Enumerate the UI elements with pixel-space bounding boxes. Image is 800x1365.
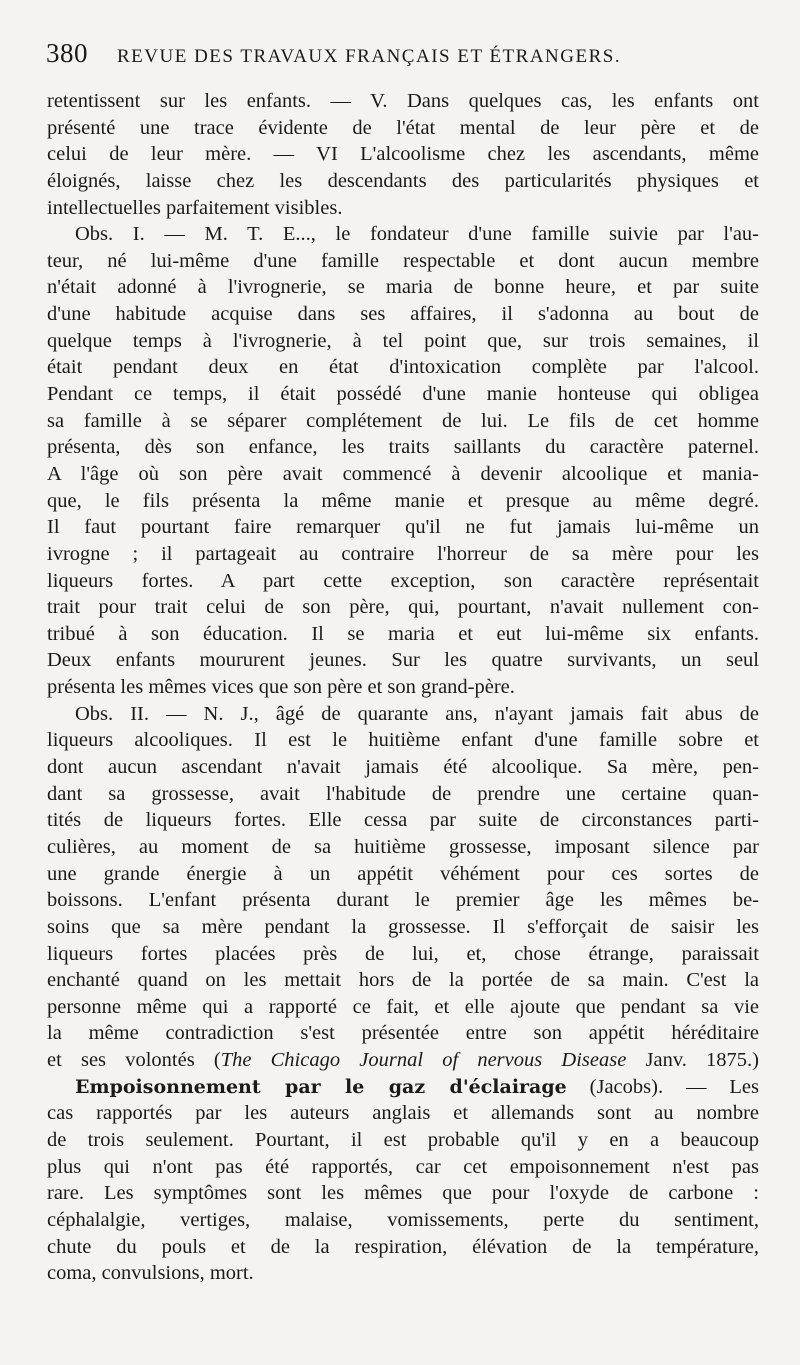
- text-line: présenta, dès son enfance, les traits saillants du caractère paternel.: [47, 436, 759, 459]
- text-line: chute du pouls et de la respiration, élévation de la température,: [47, 1235, 759, 1258]
- text-line: retentissent sur les enfants. — V. Dans quelques cas, les enfants ont: [47, 90, 759, 112]
- section-heading: Empoisonnement par le gaz d'éclairage: [75, 1075, 567, 1098]
- text-line: n'était adonné à l'ivrognerie, se maria de bonne heure, et par suite: [47, 276, 759, 299]
- section-heading-line: [47, 1074, 759, 1101]
- running-title: REVUE DES TRAVAUX FRANÇAIS ET ÉTRANGERS.: [117, 46, 622, 67]
- text-line: cas rapportés par les auteurs anglais et allemands sont au nombre: [47, 1102, 759, 1125]
- text-line: liqueurs fortes. A part cette exception, son caractère représentait: [47, 569, 759, 592]
- text-line: enchanté quand on les mettait hors de la portée de sa main. C'est la: [47, 969, 759, 992]
- text-line: Pendant ce temps, il était possédé d'une manie honteuse qui obligea: [47, 383, 759, 406]
- text-line: celui de leur mère. — VI L'alcoolisme chez les ascendants, même: [47, 143, 759, 166]
- text-line: céphalalgie, vertiges, malaise, vomissements, perte du sentiment,: [47, 1208, 759, 1231]
- text-line: personne même qui a rapporté ce fait, et elle ajoute que pendant sa vie: [47, 995, 759, 1018]
- text-line: dont aucun ascendant n'avait jamais été alcoolique. Sa mère, pen-: [47, 756, 759, 779]
- text-line: liqueurs fortes placées près de lui, et, chose étrange, paraissait: [47, 942, 759, 965]
- section-heading-rest: (Jacobs). — Les: [566, 1075, 759, 1098]
- text-line: Deux enfants moururent jeunes. Sur les quatre survivants, un seul: [47, 649, 759, 672]
- text-line: culières, au moment de sa huitième grossesse, imposant silence par: [47, 835, 759, 858]
- text-line: présenté une trace évidente de l'état mental de leur père et de: [47, 116, 759, 139]
- page-header: [46, 38, 766, 69]
- text-line: que, le fils présenta la même manie et presque au même degré.: [47, 489, 759, 512]
- text-line: liqueurs alcooliques. Il est le huitième enfant d'une famille sobre et: [47, 729, 759, 752]
- text-line: la même contradiction s'est présentée entre son appétit héréditaire: [47, 1022, 759, 1045]
- text-line: dant sa grossesse, avait l'habitude de prendre une certaine quan-: [47, 782, 759, 805]
- page-number: 380: [46, 38, 88, 68]
- text-line: quelque temps à l'ivrognerie, à tel point que, sur trois semaines, il: [47, 329, 759, 352]
- citation-line: [47, 1047, 759, 1074]
- text-line: une grande énergie à un appétit véhément pour ces sortes de: [47, 862, 759, 885]
- text-line: coma, convulsions, mort.: [47, 1262, 254, 1285]
- text-line: de trois seulement. Pourtant, il est probable qu'il y en a beaucoup: [47, 1128, 759, 1151]
- text-line: soins que sa mère pendant la grossesse. Il s'efforçait de saisir les: [47, 915, 759, 938]
- text-line: d'une habitude acquise dans ses affaires, il s'adonna au bout de: [47, 303, 759, 326]
- text-line: boissons. L'enfant présenta durant le premier âge les mêmes be-: [47, 889, 759, 912]
- text-line: tribué à son éducation. Il se maria et eut lui-même six enfants.: [47, 622, 759, 645]
- body-text: [47, 88, 759, 1287]
- text-line: plus qui n'ont pas été rapportés, car cet empoisonnement n'est pas: [47, 1155, 759, 1178]
- text-line: sa famille à se séparer complétement de lui. Le fils de cet homme: [47, 409, 759, 432]
- journal-title: The Chicago Journal of nervous Disease: [220, 1049, 627, 1072]
- text-line: rare. Les symptômes sont les mêmes que pour l'oxyde de carbone :: [47, 1182, 759, 1205]
- text-line: trait pour trait celui de son père, qui, pourtant, n'avait nullement con-: [47, 596, 759, 619]
- obs-2-heading-line: Obs. II. — N. J., âgé de quarante ans, n'ayant jamais fait abus de: [75, 702, 759, 725]
- text-line: tités de liqueurs fortes. Elle cessa par suite de circonstances parti-: [47, 809, 759, 832]
- citation-prefix: et ses volontés (: [47, 1049, 221, 1072]
- text-line: était pendant deux en état d'intoxication complète par l'alcool.: [47, 356, 759, 379]
- text-line: éloignés, laisse chez les descendants des particularités physiques et: [47, 169, 759, 192]
- text-line: ivrogne ; il partageait au contraire l'horreur de sa mère pour les: [47, 542, 759, 565]
- citation-suffix: Janv. 1875.): [626, 1049, 759, 1072]
- text-line: présenta les mêmes vices que son père et son grand-père.: [47, 676, 515, 699]
- text-line: A l'âge où son père avait commencé à devenir alcoolique et mania-: [47, 462, 759, 485]
- text-line: teur, né lui-même d'une famille respectable et dont aucun membre: [47, 249, 759, 272]
- text-line: intellectuelles parfaitement visibles.: [47, 196, 343, 219]
- obs-1-heading-line: Obs. I. — M. T. E..., le fondateur d'une famille suivie par l'au-: [75, 223, 759, 246]
- text-line: Il faut pourtant faire remarquer qu'il ne fut jamais lui-même un: [47, 516, 759, 539]
